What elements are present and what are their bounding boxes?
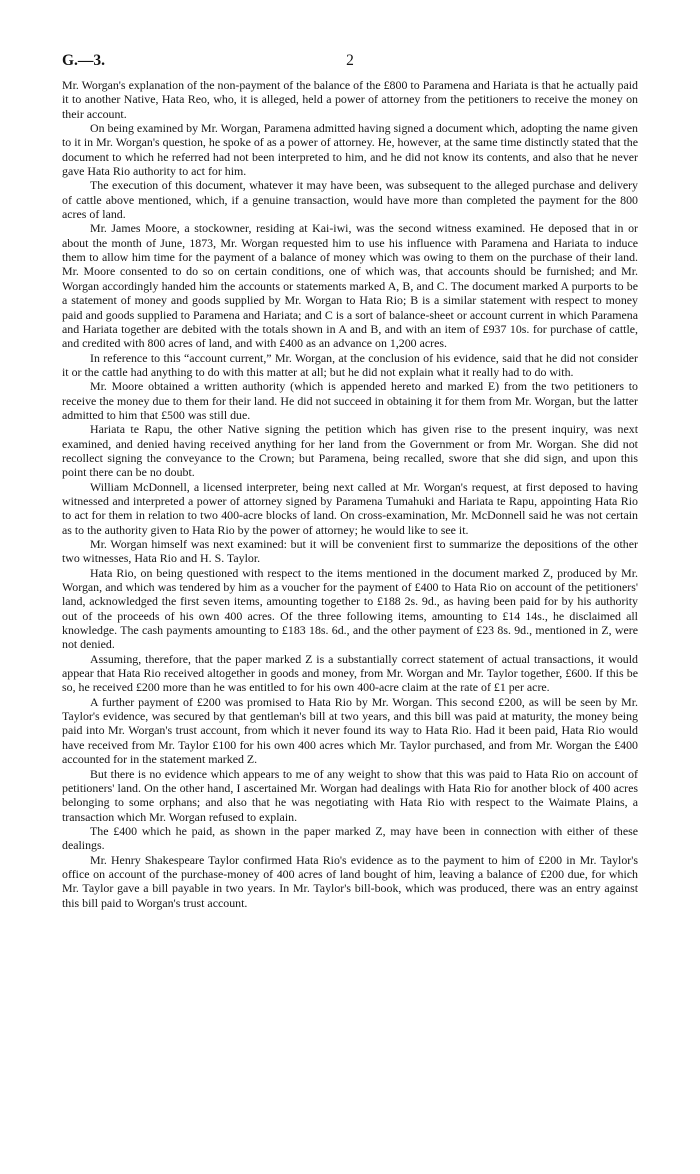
paragraph: Assuming, therefore, that the paper marked Z is a substantially correct statement of actual transactions, it would appear that Hata Rio received altogether in goods and money, from Mr. Worgan and Mr. Taylor together, £600. If this be so, he received £200 more than he was entitled to for his own 400-acre claim at the rate of £1 per acre. [62,651,638,695]
paragraph: Mr. Worgan himself was next examined: but it will be convenient first to summarize the depositions of the other two witnesses, Hata Rio and H. S. Taylor. [62,537,638,566]
paragraph: William McDonnell, a licensed interpreter, being next called at Mr. Worgan's request, at first deposed to having witnessed and interpreted a power of attorney signed by Paramena Tumahuki and Hariata te Rapu, appointing Hata Rio to act for them in relation to two 400-acre blocks of land. On cross-examination, Mr. McDonnell said he was not certain as to the authority given to Hata Rio by the power of attorney; he would like to see it. [62,479,638,537]
document-body [62,78,638,910]
paragraph: On being examined by Mr. Worgan, Paramena admitted having signed a document which, adopting the name given to it in Mr. Worgan's question, he spoke of as a power of attorney. He, however, at the same time distinctly stated that the document to which he referred had not been interpreted to him, and he did not know its contents, and also that he never gave Hata Rio authority to act for him. [62,121,638,179]
paragraph: Mr. James Moore, a stockowner, residing at Kai-iwi, was the second witness examined. He deposed that in or about the month of June, 1873, Mr. Worgan requested him to use his influence with Paramena and Hariata to induce them to allow him time for the payment of a balance of money which was owing to them on the purchase of their land. Mr. Moore consented to do so on certain conditions, one of which was, that accounts should be furnished; and Mr. Worgan accordingly handed him the accounts or statements marked A, B, and C. The document marked A purports to be a statement of money and goods supplied by Mr. Worgan to Hata Rio; B is a similar statement with respect to money paid and goods supplied to Paramena and Hariata; and C is a sort of balance-sheet or account current in which Paramena and Hariata together are debited with the totals shown in A and B, and with an item of £937 10s. for purchase of cattle, and credited with 800 acres of land, and with £400 as an advance on 1,200 acres. [62,221,638,351]
paragraph: Hata Rio, on being questioned with respect to the items mentioned in the document marked Z, produced by Mr. Worgan, and which was tendered by him as a voucher for the payment of £400 to Hata Rio on account of the petitioners' land, acknowledged the first seven items, amounting together to £188 2s. 9d., as having been paid for by his authority out of the proceeds of his own 400 acres. Of the three following items, amounting to £14 14s., he disclaimed all knowledge. The cash payments amounting to £183 18s. 6d., and the other payment of £23 8s. 9d., mentioned in Z, were not denied. [62,565,638,652]
paragraph: Mr. Henry Shakespeare Taylor confirmed Hata Rio's evidence as to the payment to him of £200 in Mr. Taylor's office on account of the purchase-money of 400 acres of land bought of him, leaving a balance of £200 due, for which Mr. Taylor gave a bill payable in two years. In Mr. Taylor's bill-book, which was produced, there was an entry against this bill paid to Worgan's trust account. [62,852,638,910]
paragraph: But there is no evidence which appears to me of any weight to show that this was paid to Hata Rio on account of petitioners' land. On the other hand, I ascertained Mr. Worgan had dealings with Hata Rio for another block of 400 acres belonging to some orphans; and also that he was negotiating with Hata Rio with respect to the Waimate Plains, a transaction which Mr. Worgan refused to explain. [62,766,638,824]
paragraph: Hariata te Rapu, the other Native signing the petition which has given rise to the present inquiry, was next examined, and denied having received anything for her land from the Government or from Mr. Worgan. She did not recollect signing the conveyance to the Crown; but Paramena, being recalled, swore that she did sign, and upon this point there can be no doubt. [62,422,638,480]
paragraph: Mr. Worgan's explanation of the non-payment of the balance of the £800 to Paramena and Hariata is that he actually paid it to another Native, Hata Reo, who, it is alleged, held a power of attorney from the petitioners to receive the money on their account. [62,78,638,121]
paragraph: The execution of this document, whatever it may have been, was subsequent to the alleged purchase and delivery of cattle above mentioned, which, if a genuine transaction, would have more than completed the payment for the 800 acres of land. [62,178,638,222]
paragraph: The £400 which he paid, as shown in the paper marked Z, may have been in connection with either of these dealings. [62,823,638,853]
page-number: 2 [346,52,354,69]
paragraph: A further payment of £200 was promised to Hata Rio by Mr. Worgan. This second £200, as will be seen by Mr. Taylor's evidence, was secured by that gentleman's bill at two years, and this bill was paid at maturity, the money being paid into Mr. Worgan's trust account, from which it never found its way to Hata Rio. Had it been paid, Hata Rio would have received from Mr. Taylor £100 for his own 400 acres which Mr. Taylor purchased, and from Mr. Worgan the £400 accounted for in the statement marked Z. [62,694,638,767]
paragraph: In reference to this “account current,” Mr. Worgan, at the conclusion of his evidence, said that he did not consider it or the cattle had anything to do with this matter at all; but he did not explain what it really had to do with. [62,350,638,379]
page-header [62,52,638,74]
document-code: G.—3. [62,52,106,69]
paragraph: Mr. Moore obtained a written authority (which is appended hereto and marked E) from the two petitioners to receive the money due to them for their land. He did not succeed in obtaining it for them from Mr. Worgan, but the latter admitted to him that £500 was still due. [62,379,638,422]
